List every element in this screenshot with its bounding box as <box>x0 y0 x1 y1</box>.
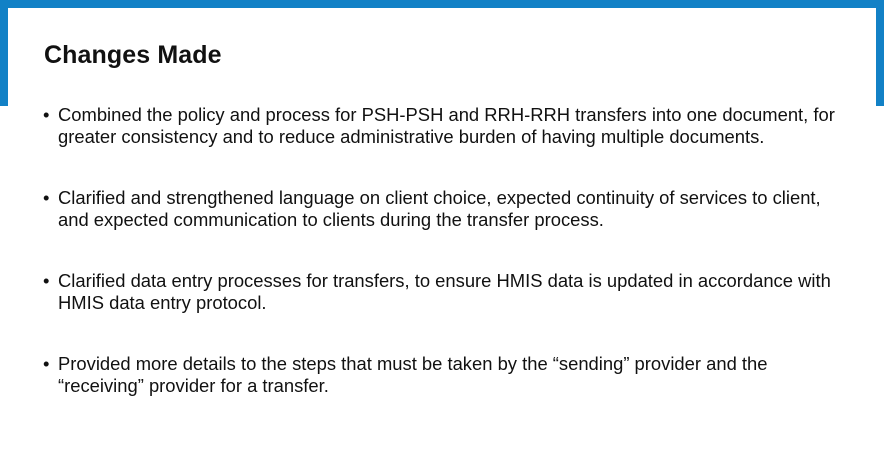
bullet-dot-icon: • <box>43 104 50 125</box>
bullet-text: Provided more details to the steps that must be taken by the “sending” provider and the “receiving” provider for a transfer. <box>58 353 768 396</box>
bullet-item <box>42 187 842 231</box>
bullet-item <box>42 353 842 397</box>
bullet-dot-icon: • <box>43 187 50 208</box>
slide-title: Changes Made <box>44 41 222 69</box>
bullet-text: Clarified and strengthened language on client choice, expected continuity of services to client, and expected communication to clients during the transfer process. <box>58 187 821 230</box>
bullet-text: Clarified data entry processes for transfers, to ensure HMIS data is updated in accordance with HMIS data entry protocol. <box>58 270 831 313</box>
bullet-dot-icon: • <box>43 270 50 291</box>
bullet-list <box>42 104 842 397</box>
bullet-dot-icon: • <box>43 353 50 374</box>
bullet-item <box>42 270 842 314</box>
bullet-text: Combined the policy and process for PSH-PSH and RRH-RRH transfers into one document, for greater consistency and to reduce administrative burden of having multiple documents. <box>58 104 835 147</box>
frame-right-border <box>876 0 884 106</box>
frame-left-border <box>0 0 8 106</box>
bullet-item <box>42 104 842 148</box>
frame-top-border <box>0 0 884 8</box>
